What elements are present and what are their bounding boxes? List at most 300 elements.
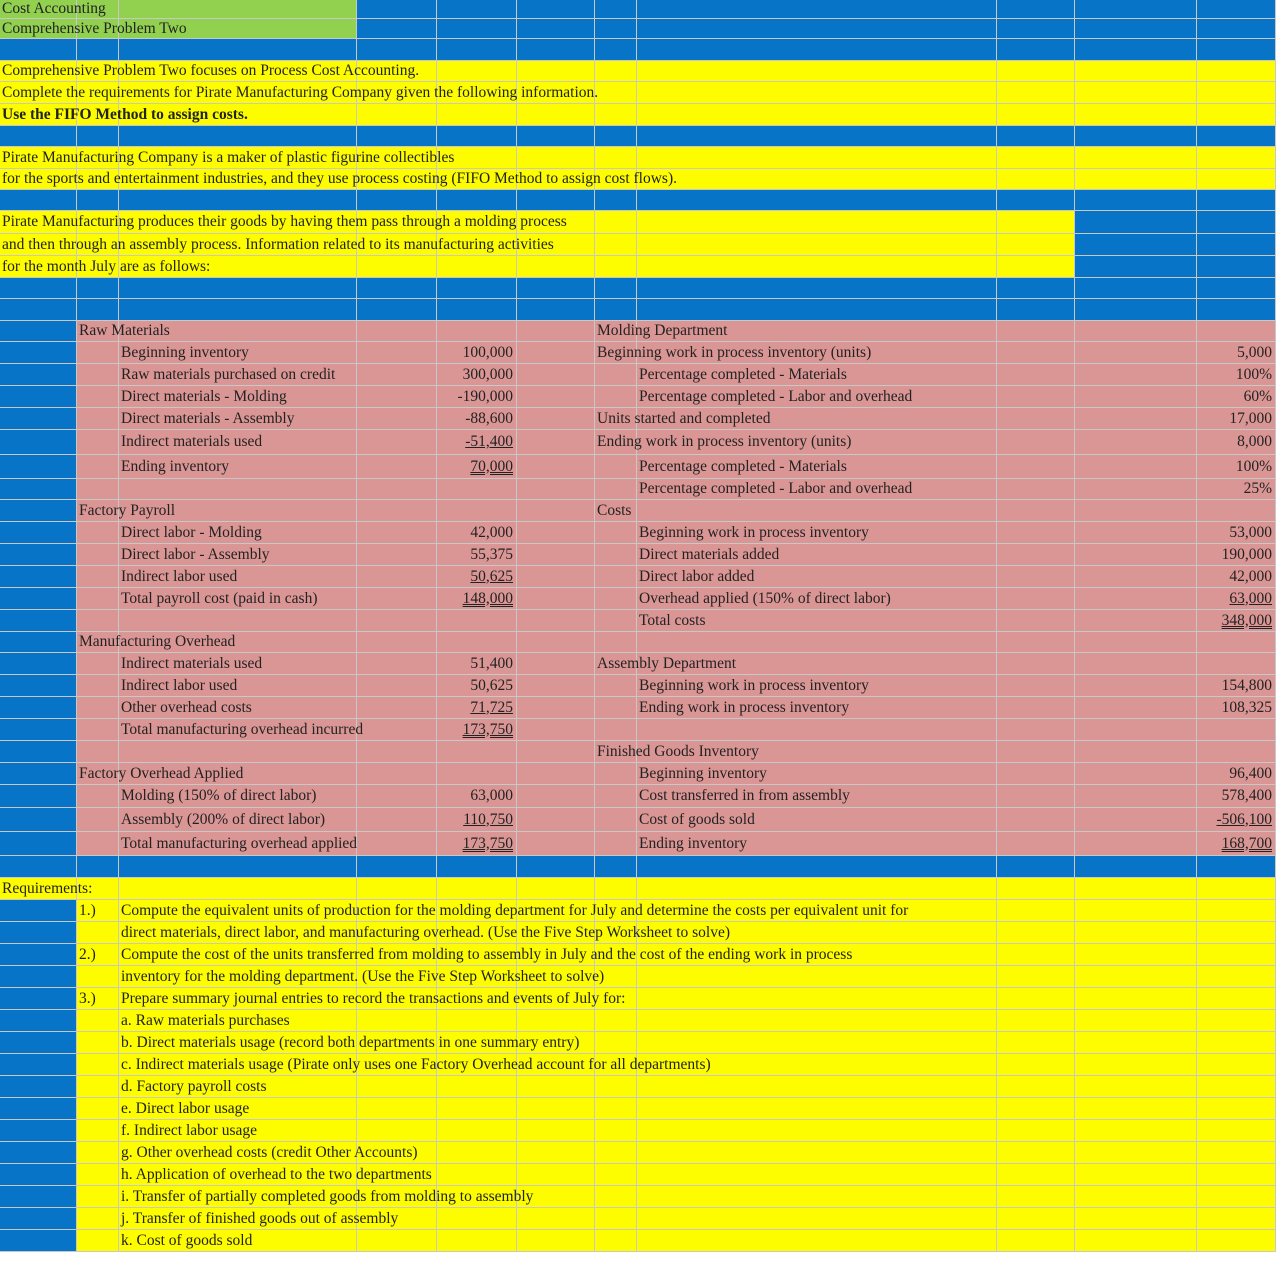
cell[interactable] xyxy=(437,1120,517,1142)
cell[interactable] xyxy=(0,82,599,104)
cell[interactable] xyxy=(357,878,437,900)
cell[interactable] xyxy=(997,719,1075,741)
cell[interactable] xyxy=(119,386,357,408)
cell[interactable] xyxy=(517,147,595,169)
cell[interactable] xyxy=(437,1098,517,1120)
cell[interactable] xyxy=(1075,211,1197,234)
cell[interactable] xyxy=(595,1098,637,1120)
cell[interactable] xyxy=(119,988,626,1010)
cell[interactable] xyxy=(119,832,357,856)
cell[interactable] xyxy=(637,522,997,544)
cell[interactable] xyxy=(595,763,637,785)
cell[interactable] xyxy=(357,1230,437,1252)
cell[interactable] xyxy=(997,61,1075,82)
cell[interactable] xyxy=(1197,408,1276,430)
cell[interactable] xyxy=(595,544,637,566)
cell[interactable] xyxy=(1197,342,1276,364)
cell[interactable] xyxy=(1075,1010,1197,1032)
cell[interactable] xyxy=(517,342,595,364)
cell[interactable] xyxy=(357,256,437,278)
cell[interactable] xyxy=(77,1230,119,1252)
cell[interactable] xyxy=(517,19,595,39)
cell[interactable] xyxy=(0,211,567,234)
cell[interactable] xyxy=(0,342,77,364)
cell[interactable] xyxy=(77,364,119,386)
cell[interactable] xyxy=(1197,544,1276,566)
cell[interactable] xyxy=(1075,430,1197,455)
cell[interactable] xyxy=(0,856,77,878)
cell[interactable] xyxy=(595,211,637,234)
cell[interactable] xyxy=(1075,126,1197,147)
cell[interactable] xyxy=(1075,408,1197,430)
cell[interactable] xyxy=(357,856,437,878)
cell[interactable] xyxy=(1075,190,1197,211)
cell[interactable] xyxy=(1197,61,1276,82)
cell[interactable] xyxy=(997,82,1075,104)
cell[interactable] xyxy=(997,342,1075,364)
cell[interactable] xyxy=(0,1164,77,1186)
cell[interactable] xyxy=(997,1186,1075,1208)
cell[interactable] xyxy=(77,988,119,1010)
cell[interactable] xyxy=(119,544,357,566)
cell[interactable] xyxy=(517,190,595,211)
cell[interactable] xyxy=(595,1010,637,1032)
cell[interactable] xyxy=(997,1010,1075,1032)
cell[interactable] xyxy=(77,966,119,988)
cell[interactable] xyxy=(517,278,595,299)
cell[interactable] xyxy=(637,364,997,386)
cell[interactable] xyxy=(637,856,997,878)
cell[interactable] xyxy=(997,1054,1075,1076)
cell[interactable] xyxy=(437,1076,517,1098)
cell[interactable] xyxy=(437,61,517,82)
cell[interactable] xyxy=(1075,719,1197,741)
cell[interactable] xyxy=(1197,832,1276,856)
cell[interactable] xyxy=(77,922,119,944)
cell[interactable] xyxy=(77,126,119,147)
cell[interactable] xyxy=(637,878,997,900)
cell[interactable] xyxy=(357,1010,437,1032)
cell[interactable] xyxy=(77,944,119,966)
cell[interactable] xyxy=(637,566,997,588)
cell[interactable] xyxy=(595,61,637,82)
cell[interactable] xyxy=(595,632,637,653)
cell[interactable] xyxy=(119,126,357,147)
cell[interactable] xyxy=(997,878,1075,900)
cell[interactable] xyxy=(119,299,357,321)
cell[interactable] xyxy=(119,719,364,741)
cell[interactable] xyxy=(1075,278,1197,299)
cell[interactable] xyxy=(437,785,517,808)
cell[interactable] xyxy=(517,697,595,719)
cell[interactable] xyxy=(437,39,517,61)
cell[interactable] xyxy=(77,1054,119,1076)
cell[interactable] xyxy=(1075,386,1197,408)
cell[interactable] xyxy=(1197,763,1276,785)
cell[interactable] xyxy=(997,1142,1075,1164)
cell[interactable] xyxy=(595,82,637,104)
cell[interactable] xyxy=(119,1032,580,1054)
cell[interactable] xyxy=(119,39,357,61)
cell[interactable] xyxy=(1075,944,1197,966)
cell[interactable] xyxy=(437,364,517,386)
cell[interactable] xyxy=(0,588,77,610)
cell[interactable] xyxy=(1197,479,1276,500)
cell[interactable] xyxy=(357,386,437,408)
cell[interactable] xyxy=(357,1120,437,1142)
cell[interactable] xyxy=(437,1010,517,1032)
cell[interactable] xyxy=(119,342,357,364)
cell[interactable] xyxy=(119,278,357,299)
cell[interactable] xyxy=(357,719,437,741)
cell[interactable] xyxy=(595,588,637,610)
cell[interactable] xyxy=(595,455,637,479)
cell[interactable] xyxy=(595,1230,637,1252)
cell[interactable] xyxy=(357,278,437,299)
cell[interactable] xyxy=(517,785,595,808)
cell[interactable] xyxy=(1075,479,1197,500)
cell[interactable] xyxy=(1197,39,1276,61)
cell[interactable] xyxy=(1197,1208,1276,1230)
cell[interactable] xyxy=(997,147,1075,169)
cell[interactable] xyxy=(997,500,1075,522)
cell[interactable] xyxy=(595,299,637,321)
cell[interactable] xyxy=(1075,675,1197,697)
cell[interactable] xyxy=(595,430,852,455)
cell[interactable] xyxy=(0,719,77,741)
cell[interactable] xyxy=(0,169,677,190)
cell[interactable] xyxy=(1075,82,1197,104)
cell[interactable] xyxy=(997,1120,1075,1142)
cell[interactable] xyxy=(1075,832,1197,856)
cell[interactable] xyxy=(437,430,517,455)
cell[interactable] xyxy=(517,386,595,408)
cell[interactable] xyxy=(637,299,997,321)
cell[interactable] xyxy=(1197,588,1276,610)
cell[interactable] xyxy=(1197,430,1276,455)
cell[interactable] xyxy=(1197,719,1276,741)
cell[interactable] xyxy=(997,832,1075,856)
cell[interactable] xyxy=(1197,1230,1276,1252)
cell[interactable] xyxy=(1197,1076,1276,1098)
cell[interactable] xyxy=(1075,697,1197,719)
cell[interactable] xyxy=(637,1142,997,1164)
cell[interactable] xyxy=(119,0,357,19)
cell[interactable] xyxy=(517,719,595,741)
cell[interactable] xyxy=(77,832,119,856)
cell[interactable] xyxy=(637,169,997,190)
cell[interactable] xyxy=(1075,234,1197,256)
cell[interactable] xyxy=(77,632,236,653)
cell[interactable] xyxy=(1197,234,1276,256)
cell[interactable] xyxy=(0,321,77,342)
cell[interactable] xyxy=(357,741,437,763)
cell[interactable] xyxy=(437,741,517,763)
cell[interactable] xyxy=(517,1098,595,1120)
cell[interactable] xyxy=(0,1142,77,1164)
cell[interactable] xyxy=(637,1230,997,1252)
cell[interactable] xyxy=(595,500,637,522)
cell[interactable] xyxy=(637,479,997,500)
cell[interactable] xyxy=(119,1142,418,1164)
cell[interactable] xyxy=(437,126,517,147)
cell[interactable] xyxy=(517,1120,595,1142)
cell[interactable] xyxy=(517,675,595,697)
cell[interactable] xyxy=(997,211,1075,234)
cell[interactable] xyxy=(1075,1054,1197,1076)
cell[interactable] xyxy=(637,1076,997,1098)
cell[interactable] xyxy=(1197,653,1276,675)
cell[interactable] xyxy=(1197,256,1276,278)
cell[interactable] xyxy=(997,675,1075,697)
cell[interactable] xyxy=(637,632,997,653)
cell[interactable] xyxy=(997,522,1075,544)
cell[interactable] xyxy=(1075,500,1197,522)
cell[interactable] xyxy=(0,675,77,697)
cell[interactable] xyxy=(0,741,77,763)
cell[interactable] xyxy=(997,544,1075,566)
cell[interactable] xyxy=(119,675,357,697)
cell[interactable] xyxy=(1075,342,1197,364)
cell[interactable] xyxy=(0,147,455,169)
cell[interactable] xyxy=(1197,104,1276,126)
cell[interactable] xyxy=(119,808,357,832)
cell[interactable] xyxy=(595,1032,637,1054)
cell[interactable] xyxy=(1075,922,1197,944)
cell[interactable] xyxy=(997,808,1075,832)
cell[interactable] xyxy=(997,1230,1075,1252)
cell[interactable] xyxy=(77,190,119,211)
cell[interactable] xyxy=(1075,1164,1197,1186)
cell[interactable] xyxy=(595,0,637,19)
cell[interactable] xyxy=(1197,500,1276,522)
cell[interactable] xyxy=(0,408,77,430)
cell[interactable] xyxy=(1197,566,1276,588)
cell[interactable] xyxy=(517,544,595,566)
cell[interactable] xyxy=(1197,190,1276,211)
cell[interactable] xyxy=(637,763,997,785)
cell[interactable] xyxy=(77,697,119,719)
cell[interactable] xyxy=(0,364,77,386)
cell[interactable] xyxy=(0,1120,77,1142)
cell[interactable] xyxy=(437,566,517,588)
cell[interactable] xyxy=(517,588,595,610)
cell[interactable] xyxy=(997,566,1075,588)
cell[interactable] xyxy=(119,522,357,544)
cell[interactable] xyxy=(0,966,77,988)
cell[interactable] xyxy=(119,922,731,944)
cell[interactable] xyxy=(119,653,357,675)
cell[interactable] xyxy=(77,785,119,808)
cell[interactable] xyxy=(357,408,437,430)
cell[interactable] xyxy=(637,147,997,169)
cell[interactable] xyxy=(77,386,119,408)
cell[interactable] xyxy=(637,675,997,697)
cell[interactable] xyxy=(517,126,595,147)
cell[interactable] xyxy=(637,386,997,408)
cell[interactable] xyxy=(77,342,119,364)
cell[interactable] xyxy=(1197,278,1276,299)
cell[interactable] xyxy=(437,500,517,522)
cell[interactable] xyxy=(437,278,517,299)
cell[interactable] xyxy=(437,299,517,321)
cell[interactable] xyxy=(1075,1208,1197,1230)
cell[interactable] xyxy=(997,169,1075,190)
cell[interactable] xyxy=(437,1208,517,1230)
cell[interactable] xyxy=(119,1054,711,1076)
cell[interactable] xyxy=(637,500,997,522)
cell[interactable] xyxy=(997,408,1075,430)
cell[interactable] xyxy=(595,234,637,256)
cell[interactable] xyxy=(517,455,595,479)
cell[interactable] xyxy=(637,211,997,234)
cell[interactable] xyxy=(595,1208,637,1230)
cell[interactable] xyxy=(517,1142,595,1164)
cell[interactable] xyxy=(595,1186,637,1208)
cell[interactable] xyxy=(357,697,437,719)
cell[interactable] xyxy=(119,479,357,500)
cell[interactable] xyxy=(517,256,595,278)
cell[interactable] xyxy=(517,364,595,386)
cell[interactable] xyxy=(437,408,517,430)
cell[interactable] xyxy=(1075,1230,1197,1252)
cell[interactable] xyxy=(517,808,595,832)
cell[interactable] xyxy=(1197,741,1276,763)
cell[interactable] xyxy=(437,588,517,610)
cell[interactable] xyxy=(1197,455,1276,479)
cell[interactable] xyxy=(1197,944,1276,966)
cell[interactable] xyxy=(517,856,595,878)
cell[interactable] xyxy=(437,522,517,544)
cell[interactable] xyxy=(637,610,997,632)
cell[interactable] xyxy=(0,1010,77,1032)
cell[interactable] xyxy=(77,763,244,785)
cell[interactable] xyxy=(517,653,595,675)
cell[interactable] xyxy=(1075,566,1197,588)
cell[interactable] xyxy=(119,1208,399,1230)
cell[interactable] xyxy=(595,19,637,39)
cell[interactable] xyxy=(517,566,595,588)
cell[interactable] xyxy=(637,278,997,299)
cell[interactable] xyxy=(437,544,517,566)
cell[interactable] xyxy=(357,299,437,321)
cell[interactable] xyxy=(119,856,357,878)
cell[interactable] xyxy=(119,697,357,719)
cell[interactable] xyxy=(595,342,872,364)
cell[interactable] xyxy=(1197,1120,1276,1142)
cell[interactable] xyxy=(517,39,595,61)
cell[interactable] xyxy=(437,104,517,126)
cell[interactable] xyxy=(0,922,77,944)
cell[interactable] xyxy=(77,1098,119,1120)
cell[interactable] xyxy=(0,1076,77,1098)
cell[interactable] xyxy=(637,1120,997,1142)
cell[interactable] xyxy=(517,832,595,856)
cell[interactable] xyxy=(637,455,997,479)
cell[interactable] xyxy=(119,408,357,430)
cell[interactable] xyxy=(1075,1142,1197,1164)
cell[interactable] xyxy=(0,653,77,675)
cell[interactable] xyxy=(0,386,77,408)
cell[interactable] xyxy=(357,455,437,479)
cell[interactable] xyxy=(997,104,1075,126)
cell[interactable] xyxy=(997,364,1075,386)
cell[interactable] xyxy=(637,234,997,256)
cell[interactable] xyxy=(1197,321,1276,342)
cell[interactable] xyxy=(637,19,997,39)
cell[interactable] xyxy=(637,832,997,856)
cell[interactable] xyxy=(357,832,437,856)
cell[interactable] xyxy=(517,1164,595,1186)
cell[interactable] xyxy=(595,878,637,900)
cell[interactable] xyxy=(437,763,517,785)
cell[interactable] xyxy=(1075,544,1197,566)
cell[interactable] xyxy=(1197,900,1276,922)
cell[interactable] xyxy=(357,104,437,126)
cell[interactable] xyxy=(1197,878,1276,900)
cell[interactable] xyxy=(997,126,1075,147)
cell[interactable] xyxy=(77,321,170,342)
cell[interactable] xyxy=(77,719,119,741)
cell[interactable] xyxy=(595,741,759,763)
cell[interactable] xyxy=(437,878,517,900)
cell[interactable] xyxy=(77,1076,119,1098)
cell[interactable] xyxy=(997,966,1075,988)
cell[interactable] xyxy=(1075,256,1197,278)
cell[interactable] xyxy=(997,321,1075,342)
cell[interactable] xyxy=(637,1208,997,1230)
cell[interactable] xyxy=(0,61,420,82)
cell[interactable] xyxy=(637,256,997,278)
cell[interactable] xyxy=(0,697,77,719)
cell[interactable] xyxy=(517,104,595,126)
cell[interactable] xyxy=(997,1032,1075,1054)
cell[interactable] xyxy=(637,1098,997,1120)
cell[interactable] xyxy=(77,1142,119,1164)
cell[interactable] xyxy=(997,610,1075,632)
cell[interactable] xyxy=(637,1164,997,1186)
cell[interactable] xyxy=(119,1010,357,1032)
cell[interactable] xyxy=(119,966,605,988)
cell[interactable] xyxy=(1075,808,1197,832)
cell[interactable] xyxy=(437,0,517,19)
cell[interactable] xyxy=(357,19,437,39)
cell[interactable] xyxy=(1197,1098,1276,1120)
cell[interactable] xyxy=(119,785,357,808)
cell[interactable] xyxy=(357,1098,437,1120)
cell[interactable] xyxy=(437,675,517,697)
cell[interactable] xyxy=(77,610,119,632)
cell[interactable] xyxy=(517,878,595,900)
cell[interactable] xyxy=(1197,966,1276,988)
cell[interactable] xyxy=(0,1208,77,1230)
cell[interactable] xyxy=(1197,299,1276,321)
cell[interactable] xyxy=(1197,522,1276,544)
cell[interactable] xyxy=(997,1164,1075,1186)
cell[interactable] xyxy=(77,1032,119,1054)
cell[interactable] xyxy=(1197,856,1276,878)
cell[interactable] xyxy=(1075,104,1197,126)
cell[interactable] xyxy=(357,0,437,19)
cell[interactable] xyxy=(997,1076,1075,1098)
cell[interactable] xyxy=(0,1230,77,1252)
cell[interactable] xyxy=(357,544,437,566)
cell[interactable] xyxy=(77,1010,119,1032)
cell[interactable] xyxy=(595,566,637,588)
cell[interactable] xyxy=(77,1120,119,1142)
cell[interactable] xyxy=(119,878,357,900)
cell[interactable] xyxy=(437,697,517,719)
